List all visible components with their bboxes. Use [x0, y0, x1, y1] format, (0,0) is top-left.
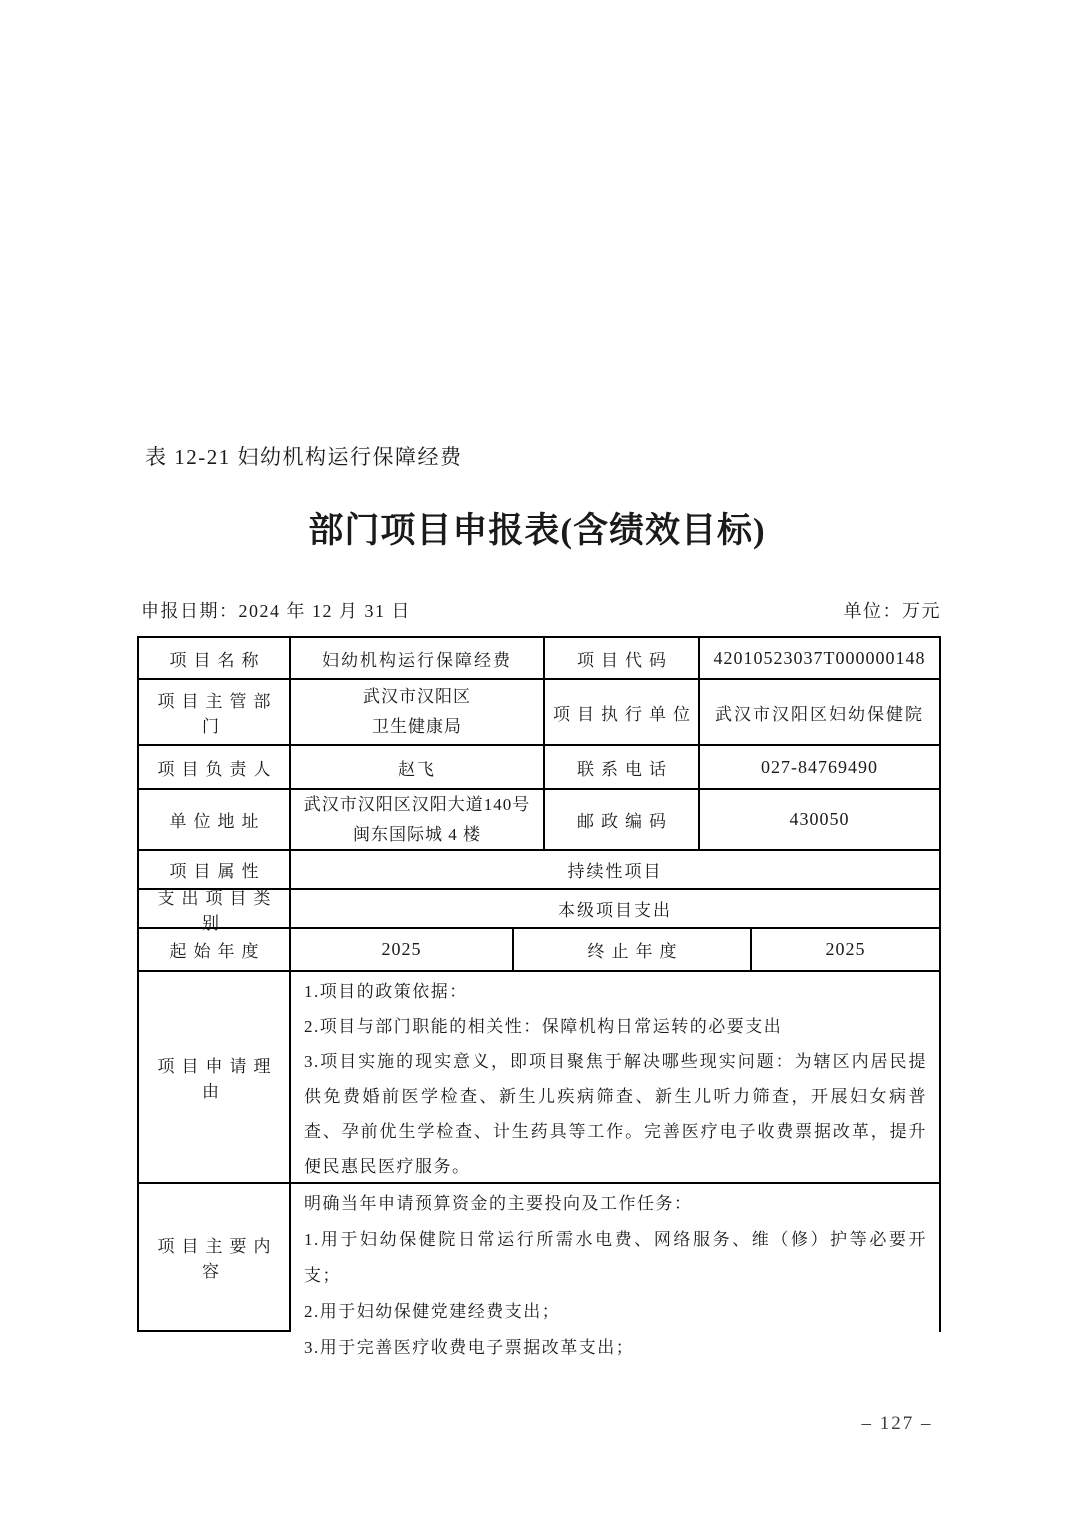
table-row-application-reason [139, 972, 941, 1184]
field-value-expenditure-category: 本级项目支出 [291, 890, 941, 927]
field-label-phone: 联系电话 [545, 746, 700, 788]
field-value-start-year: 2025 [291, 929, 514, 970]
field-label-end-year: 终止年度 [514, 929, 752, 970]
application-reason-paragraph: 2.项目与部门职能的相关性：保障机构日常运转的必要支出 [304, 1017, 783, 1036]
page-number: – 127 – [861, 1413, 933, 1434]
field-label-unit-address: 单位地址 [139, 790, 291, 849]
field-label-project-attribute: 项目属性 [139, 851, 291, 888]
field-label-postal-code: 邮政编码 [545, 790, 700, 849]
field-value-main-content [291, 1184, 941, 1357]
field-value-phone: 027-84769490 [700, 746, 941, 788]
meta-line [141, 597, 941, 623]
field-value-project-attribute: 持续性项目 [291, 851, 941, 888]
main-content-paragraph: 1.用于妇幼保健院日常运行所需水电费、网络服务、维（修）护等必要开支； [304, 1230, 927, 1285]
field-label-project-name: 项目名称 [139, 638, 291, 678]
table-row-expenditure-category [139, 888, 941, 933]
table-row-address [139, 790, 941, 851]
main-content-paragraph: 3.用于完善医疗收费电子票据改革支出； [304, 1338, 635, 1357]
field-value-executing-unit: 武汉市汉阳区妇幼保健院 [700, 680, 941, 744]
unit-address-line2: 闽东国际城 4 楼 [353, 824, 481, 844]
unit-address-line1: 武汉市汉阳区汉阳大道140号 [303, 794, 531, 814]
main-content-paragraph: 2.用于妇幼保健党建经费支出； [304, 1302, 561, 1321]
application-reason-paragraph: 1.项目的政策依据： [304, 982, 468, 1001]
field-label-start-year: 起始年度 [139, 929, 291, 970]
table-row-main-content [139, 1184, 941, 1357]
table-row-project-name [139, 638, 941, 680]
table-row-departments [139, 680, 941, 746]
field-value-project-name: 妇幼机构运行保障经费 [291, 638, 545, 678]
main-content-paragraph: 明确当年申请预算资金的主要投向及工作任务： [304, 1194, 693, 1213]
field-value-project-code: 42010523037T000000148 [700, 638, 941, 678]
field-value-project-leader: 赵飞 [291, 746, 545, 788]
field-value-application-reason [291, 972, 941, 1182]
field-value-unit-address [291, 790, 545, 849]
field-label-main-content: 项目主要内容 [139, 1184, 291, 1332]
field-label-project-leader: 项目负责人 [139, 746, 291, 788]
field-label-expenditure-category: 支出项目类别 [139, 890, 291, 927]
supervising-department-line1: 武汉市汉阳区 [363, 687, 471, 706]
field-label-application-reason: 项目申请理由 [139, 972, 291, 1182]
field-value-supervising-department [291, 680, 545, 744]
field-value-end-year: 2025 [752, 929, 941, 970]
field-value-postal-code: 430050 [700, 790, 941, 849]
report-date: 申报日期：2024 年 12 月 31 日 [141, 601, 411, 621]
project-application-table [137, 636, 941, 1357]
document-title: 部门项目申报表(含绩效目标) [308, 511, 766, 550]
application-reason-paragraph: 3.项目实施的现实意义，即项目聚焦于解决哪些现实问题：为辖区内居民提供免费婚前医学检查、新生儿疾病筛查、新生儿听力筛查，开展妇女病普查、孕前优生学检查、计生药具等工作。完善医疗电子收费票据改革，提升便民惠民医疗服务。 [304, 1052, 927, 1176]
supervising-department-line2: 卫生健康局 [372, 717, 462, 736]
field-label-supervising-department: 项目主管部门 [139, 680, 291, 744]
field-label-executing-unit: 项目执行单位 [545, 680, 700, 744]
table-row-years [139, 929, 941, 972]
field-label-project-code: 项目代码 [545, 638, 700, 678]
table-caption: 表 12-21 妇幼机构运行保障经费 [145, 445, 463, 469]
unit-label: 单位：万元 [843, 601, 941, 621]
table-row-contact [139, 746, 941, 790]
